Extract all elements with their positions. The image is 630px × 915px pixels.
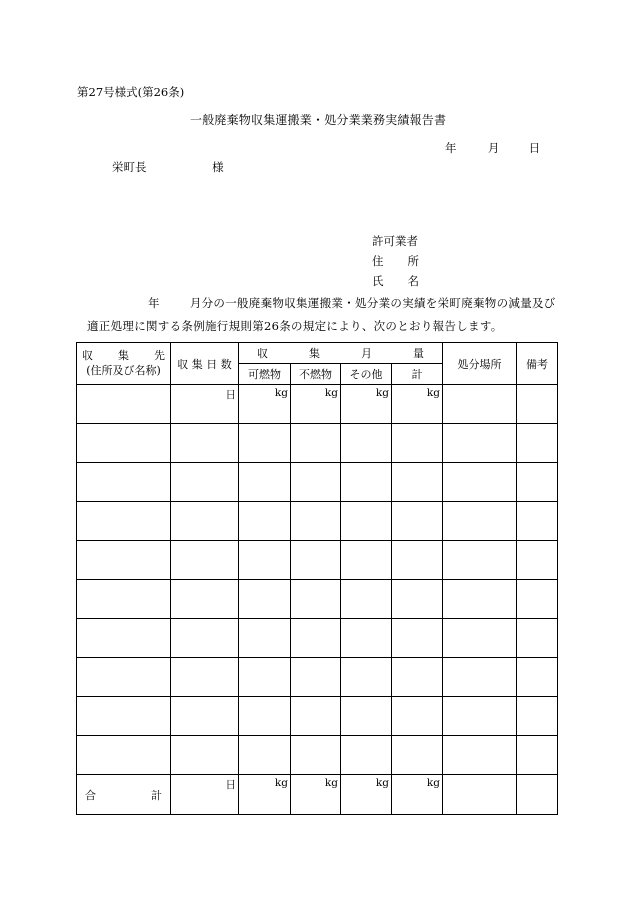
- cell-other[interactable]: [341, 463, 392, 502]
- unit-kg: kg: [426, 387, 440, 399]
- total-disposal-site[interactable]: [443, 775, 517, 815]
- cell-collection-destination[interactable]: [77, 541, 171, 580]
- cell-total[interactable]: [392, 580, 443, 619]
- cell-disposal-site[interactable]: [443, 580, 517, 619]
- cell-other[interactable]: [341, 541, 392, 580]
- header-collection-days: 収 集 日 数: [171, 343, 239, 385]
- cell-disposal-site[interactable]: [443, 541, 517, 580]
- cell-remarks[interactable]: [517, 463, 558, 502]
- cell-disposal-site[interactable]: [443, 619, 517, 658]
- header-collection-char: 先: [154, 348, 165, 362]
- total-other[interactable]: [341, 775, 392, 815]
- unit-days: 日: [225, 779, 236, 791]
- cell-noncombustible[interactable]: [291, 697, 341, 736]
- table-row: [77, 385, 558, 424]
- date-year-label: 年: [445, 141, 457, 155]
- cell-total[interactable]: [392, 658, 443, 697]
- cell-days[interactable]: [171, 541, 239, 580]
- cell-other[interactable]: [341, 385, 392, 424]
- cell-days[interactable]: [171, 658, 239, 697]
- header-collection-char: 集: [118, 348, 129, 362]
- cell-days[interactable]: [171, 424, 239, 463]
- cell-remarks[interactable]: [517, 658, 558, 697]
- total-label-char: 計: [151, 788, 162, 802]
- cell-combustible[interactable]: [239, 736, 291, 775]
- cell-noncombustible[interactable]: [291, 736, 341, 775]
- addressee: [112, 162, 224, 174]
- cell-remarks[interactable]: [517, 619, 558, 658]
- cell-combustible[interactable]: [239, 502, 291, 541]
- table-total-row: [77, 775, 558, 815]
- cell-noncombustible[interactable]: [291, 658, 341, 697]
- table-row: [77, 619, 558, 658]
- cell-combustible[interactable]: [239, 541, 291, 580]
- cell-collection-destination[interactable]: [77, 463, 171, 502]
- table-row: [77, 424, 558, 463]
- table-row: [77, 502, 558, 541]
- total-remarks[interactable]: [517, 775, 558, 815]
- cell-noncombustible[interactable]: [291, 424, 341, 463]
- addressee-honorific: 様: [212, 160, 224, 174]
- header-noncombustible: 不燃物: [291, 364, 341, 385]
- cell-other[interactable]: [341, 658, 392, 697]
- header-remarks: 備考: [517, 343, 558, 385]
- unit-kg: kg: [274, 777, 288, 789]
- cell-combustible[interactable]: [239, 580, 291, 619]
- form-title: 一般廃棄物収集運搬業・処分業業務実績報告書: [190, 113, 447, 127]
- header-other: その他: [341, 364, 392, 385]
- total-label-cell: [77, 775, 171, 815]
- cell-collection-destination[interactable]: [77, 736, 171, 775]
- form-number: 第27号様式(第26条): [77, 85, 185, 99]
- cell-collection-destination[interactable]: [77, 619, 171, 658]
- cell-disposal-site[interactable]: [443, 424, 517, 463]
- cell-noncombustible[interactable]: [291, 385, 341, 424]
- table-row: [77, 658, 558, 697]
- header-monthly-volume: [239, 343, 443, 364]
- cell-remarks[interactable]: [517, 580, 558, 619]
- header-volume-char: 量: [413, 347, 424, 360]
- cell-days[interactable]: [171, 463, 239, 502]
- header-volume-char: 収: [257, 347, 268, 360]
- cell-remarks[interactable]: [517, 697, 558, 736]
- table-row: [77, 541, 558, 580]
- cell-combustible[interactable]: [239, 619, 291, 658]
- body-year: 年: [148, 296, 160, 310]
- cell-days[interactable]: [171, 580, 239, 619]
- total-total[interactable]: [392, 775, 443, 815]
- cell-combustible[interactable]: [239, 697, 291, 736]
- cell-days[interactable]: [171, 736, 239, 775]
- header-collection-char: 収: [82, 348, 93, 362]
- cell-remarks[interactable]: [517, 502, 558, 541]
- cell-other[interactable]: [341, 736, 392, 775]
- cell-combustible[interactable]: [239, 385, 291, 424]
- cell-total[interactable]: [392, 424, 443, 463]
- table-row: [77, 736, 558, 775]
- date-day-label: 日: [528, 141, 541, 155]
- cell-remarks[interactable]: [517, 736, 558, 775]
- table-row: [77, 580, 558, 619]
- cell-days[interactable]: [171, 619, 239, 658]
- cell-collection-destination[interactable]: [77, 424, 171, 463]
- unit-kg: kg: [324, 387, 338, 399]
- cell-total[interactable]: [392, 463, 443, 502]
- cell-noncombustible[interactable]: [291, 619, 341, 658]
- table-row: [77, 697, 558, 736]
- cell-combustible[interactable]: [239, 463, 291, 502]
- cell-disposal-site[interactable]: [443, 697, 517, 736]
- cell-days[interactable]: [171, 697, 239, 736]
- cell-total[interactable]: [392, 385, 443, 424]
- cell-total[interactable]: [392, 619, 443, 658]
- cell-other[interactable]: [341, 619, 392, 658]
- cell-total[interactable]: [392, 697, 443, 736]
- body-text-line1: [148, 298, 556, 310]
- cell-total[interactable]: [392, 541, 443, 580]
- addressee-name: 栄町長: [112, 160, 147, 174]
- cell-noncombustible[interactable]: [291, 580, 341, 619]
- cell-noncombustible[interactable]: [291, 541, 341, 580]
- unit-kg: kg: [274, 387, 288, 399]
- cell-other[interactable]: [341, 424, 392, 463]
- reporter-licensee-label: 許可業者: [372, 234, 418, 248]
- cell-disposal-site[interactable]: [443, 463, 517, 502]
- cell-collection-destination[interactable]: [77, 658, 171, 697]
- unit-kg: kg: [375, 387, 389, 399]
- cell-total[interactable]: [392, 736, 443, 775]
- total-label-char: 合: [85, 788, 96, 802]
- body-text-line2: 適正処理に関する条例施行規則第26条の規定により、次のとおり報告します。: [87, 319, 503, 333]
- unit-kg: kg: [426, 777, 440, 789]
- cell-disposal-site[interactable]: [443, 385, 517, 424]
- reporter-name-label: 氏名: [372, 274, 443, 288]
- cell-days[interactable]: [171, 502, 239, 541]
- header-disposal-site: 処分場所: [443, 343, 517, 385]
- cell-noncombustible[interactable]: [291, 502, 341, 541]
- total-days[interactable]: [171, 775, 239, 815]
- cell-combustible[interactable]: [239, 424, 291, 463]
- cell-other[interactable]: [341, 697, 392, 736]
- header-combustible: 可燃物: [239, 364, 291, 385]
- total-noncombustible[interactable]: [291, 775, 341, 815]
- cell-collection-destination[interactable]: [77, 580, 171, 619]
- cell-disposal-site[interactable]: [443, 502, 517, 541]
- total-combustible[interactable]: [239, 775, 291, 815]
- header-volume-char: 月: [361, 347, 372, 360]
- table-row: [77, 463, 558, 502]
- header-collection-destination: [77, 343, 171, 385]
- cell-disposal-site[interactable]: [443, 736, 517, 775]
- cell-remarks[interactable]: [517, 424, 558, 463]
- date-line: [445, 143, 540, 155]
- cell-remarks[interactable]: [517, 541, 558, 580]
- reporter-address-label: 住所: [372, 254, 443, 268]
- cell-total[interactable]: [392, 502, 443, 541]
- cell-disposal-site[interactable]: [443, 658, 517, 697]
- unit-days: 日: [225, 389, 236, 401]
- cell-days[interactable]: [171, 385, 239, 424]
- cell-other[interactable]: [341, 580, 392, 619]
- unit-kg: kg: [324, 777, 338, 789]
- cell-collection-destination[interactable]: [77, 697, 171, 736]
- body-month-phrase: 月分の一般廃棄物収集運搬業・処分業の実績を栄町廃棄物の減量及び: [189, 296, 556, 310]
- date-month-label: 月: [487, 141, 500, 155]
- unit-kg: kg: [375, 777, 389, 789]
- cell-combustible[interactable]: [239, 658, 291, 697]
- cell-noncombustible[interactable]: [291, 463, 341, 502]
- cell-collection-destination[interactable]: [77, 502, 171, 541]
- cell-other[interactable]: [341, 502, 392, 541]
- header-total: 計: [392, 364, 443, 385]
- header-volume-char: 集: [309, 347, 320, 360]
- header-collection-sub: (住所及び名称): [86, 363, 161, 377]
- cell-remarks[interactable]: [517, 385, 558, 424]
- report-table: [76, 342, 558, 815]
- cell-collection-destination[interactable]: [77, 385, 171, 424]
